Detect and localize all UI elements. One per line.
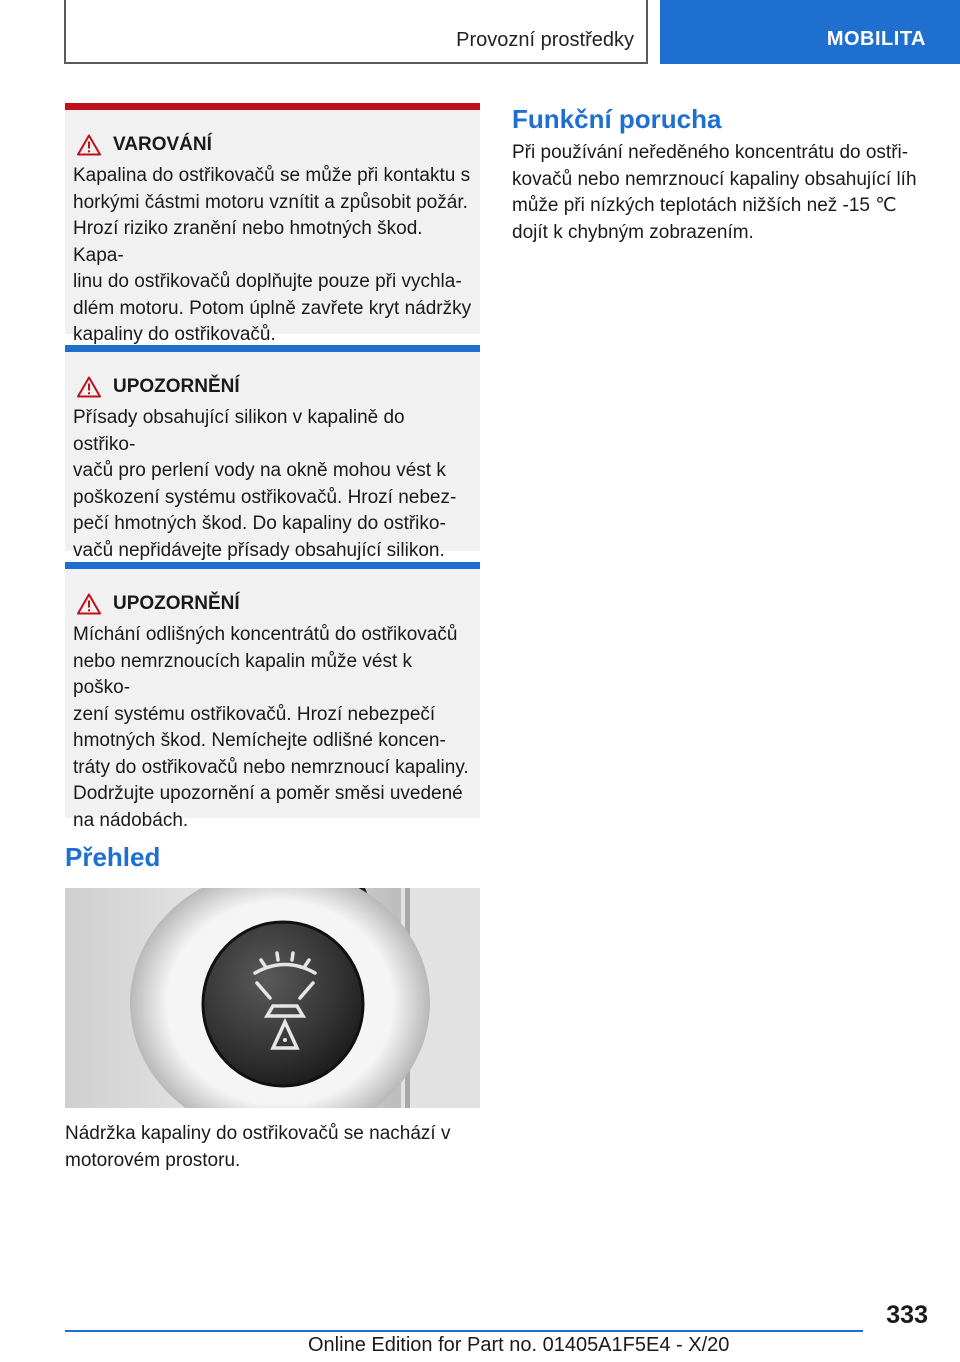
- caption-line: Nádržka kapaliny do ostřikovačů se nachází v: [65, 1123, 451, 1144]
- caution-notice-title: UPOZORNĚNÍ: [113, 593, 240, 614]
- warning-notice-title: VAROVÁNÍ: [113, 134, 212, 155]
- notice-line: kapaliny do ostřikovačů.: [73, 324, 276, 345]
- header-chapter-title: MOBILITA: [826, 28, 926, 50]
- warning-notice-title-row: [73, 134, 472, 156]
- notice-line: Hrozí riziko zranění nebo hmotných škod. Kapa-: [73, 218, 423, 266]
- header-section-box: [64, 0, 648, 64]
- caution-notice-body: [73, 405, 472, 564]
- notice-line: linu do ostřikovačů doplňujte pouze při vychla-: [73, 271, 462, 292]
- footer-edition-text: Online Edition for Part no. 01405A1F5E4 - X/20: [308, 1334, 730, 1356]
- warning-triangle-icon: [77, 134, 101, 156]
- washer-reservoir-photo: [65, 888, 480, 1108]
- caution-notice-title-row: [73, 593, 472, 615]
- caution-notice-title-row: [73, 376, 472, 398]
- caption-line: motorovém prostoru.: [65, 1149, 241, 1171]
- caution-notice-silicone: [65, 345, 480, 561]
- paragraph-line: kovačů nebo nemrznoucí kapaliny obsahující líh: [512, 168, 917, 190]
- warning-notice: [65, 103, 480, 345]
- notice-line: tráty do ostřikovačů nebo nemrznoucí kapaliny.: [73, 756, 469, 778]
- header-section-title: Provozní prostředky: [456, 29, 634, 51]
- paragraph-line: může při nízkých teplotách nižších než -15 ℃: [512, 195, 897, 216]
- photo-caption: [65, 1121, 450, 1174]
- notice-line: hmotných škod. Nemíchejte odlišné koncen-: [73, 730, 446, 751]
- page-number: 333: [886, 1301, 928, 1329]
- notice-line: Dodržujte upozornění a poměr směsi uvedené: [73, 783, 463, 804]
- caution-notice-title: UPOZORNĚNÍ: [113, 376, 240, 397]
- notice-line: vačů pro perlení vody na okně mohou vést k: [73, 460, 446, 481]
- warning-triangle-icon: [77, 376, 101, 398]
- notice-line: horkými částmi motoru vznítit a způsobit požár.: [73, 191, 468, 213]
- notice-line: na nádobách.: [73, 809, 189, 831]
- notice-line: zení systému ostřikovačů. Hrozí nebezpečí: [73, 703, 436, 725]
- caution-notice-mixing: [65, 562, 480, 831]
- notice-line: dlém motoru. Potom úplně zavřete kryt nádržky: [73, 297, 472, 319]
- notice-line: vačů nepřidávejte přísady obsahující silikon.: [73, 539, 445, 561]
- header-chapter-tab: [660, 0, 960, 64]
- malfunction-paragraph: [512, 140, 927, 246]
- notice-line: nebo nemrznoucích kapalin může vést k poško-: [73, 650, 413, 698]
- notice-line: poškození systému ostřikovačů. Hrozí nebez-: [73, 486, 457, 508]
- paragraph-line: dojít k chybným zobrazením.: [512, 221, 754, 243]
- warning-triangle-icon: [77, 593, 101, 615]
- footer-divider: [65, 1330, 863, 1332]
- caution-notice-body: [73, 622, 472, 834]
- overview-heading: Přehled: [65, 842, 161, 872]
- notice-line: Přísady obsahující silikon v kapalině do ostřiko-: [73, 407, 405, 455]
- washer-fluid-cap-illustration: [65, 888, 480, 1108]
- notice-line: Kapalina do ostřikovačů se může při kontaktu s: [73, 165, 471, 186]
- warning-notice-body: [73, 163, 472, 349]
- paragraph-line: Při používání neředěného koncentrátu do ostři-: [512, 142, 909, 163]
- malfunction-heading: Funkční porucha: [512, 104, 722, 134]
- notice-line: pečí hmotných škod. Do kapaliny do ostřiko-: [73, 513, 446, 534]
- notice-line: Míchání odlišných koncentrátů do ostřikovačů: [73, 624, 458, 645]
